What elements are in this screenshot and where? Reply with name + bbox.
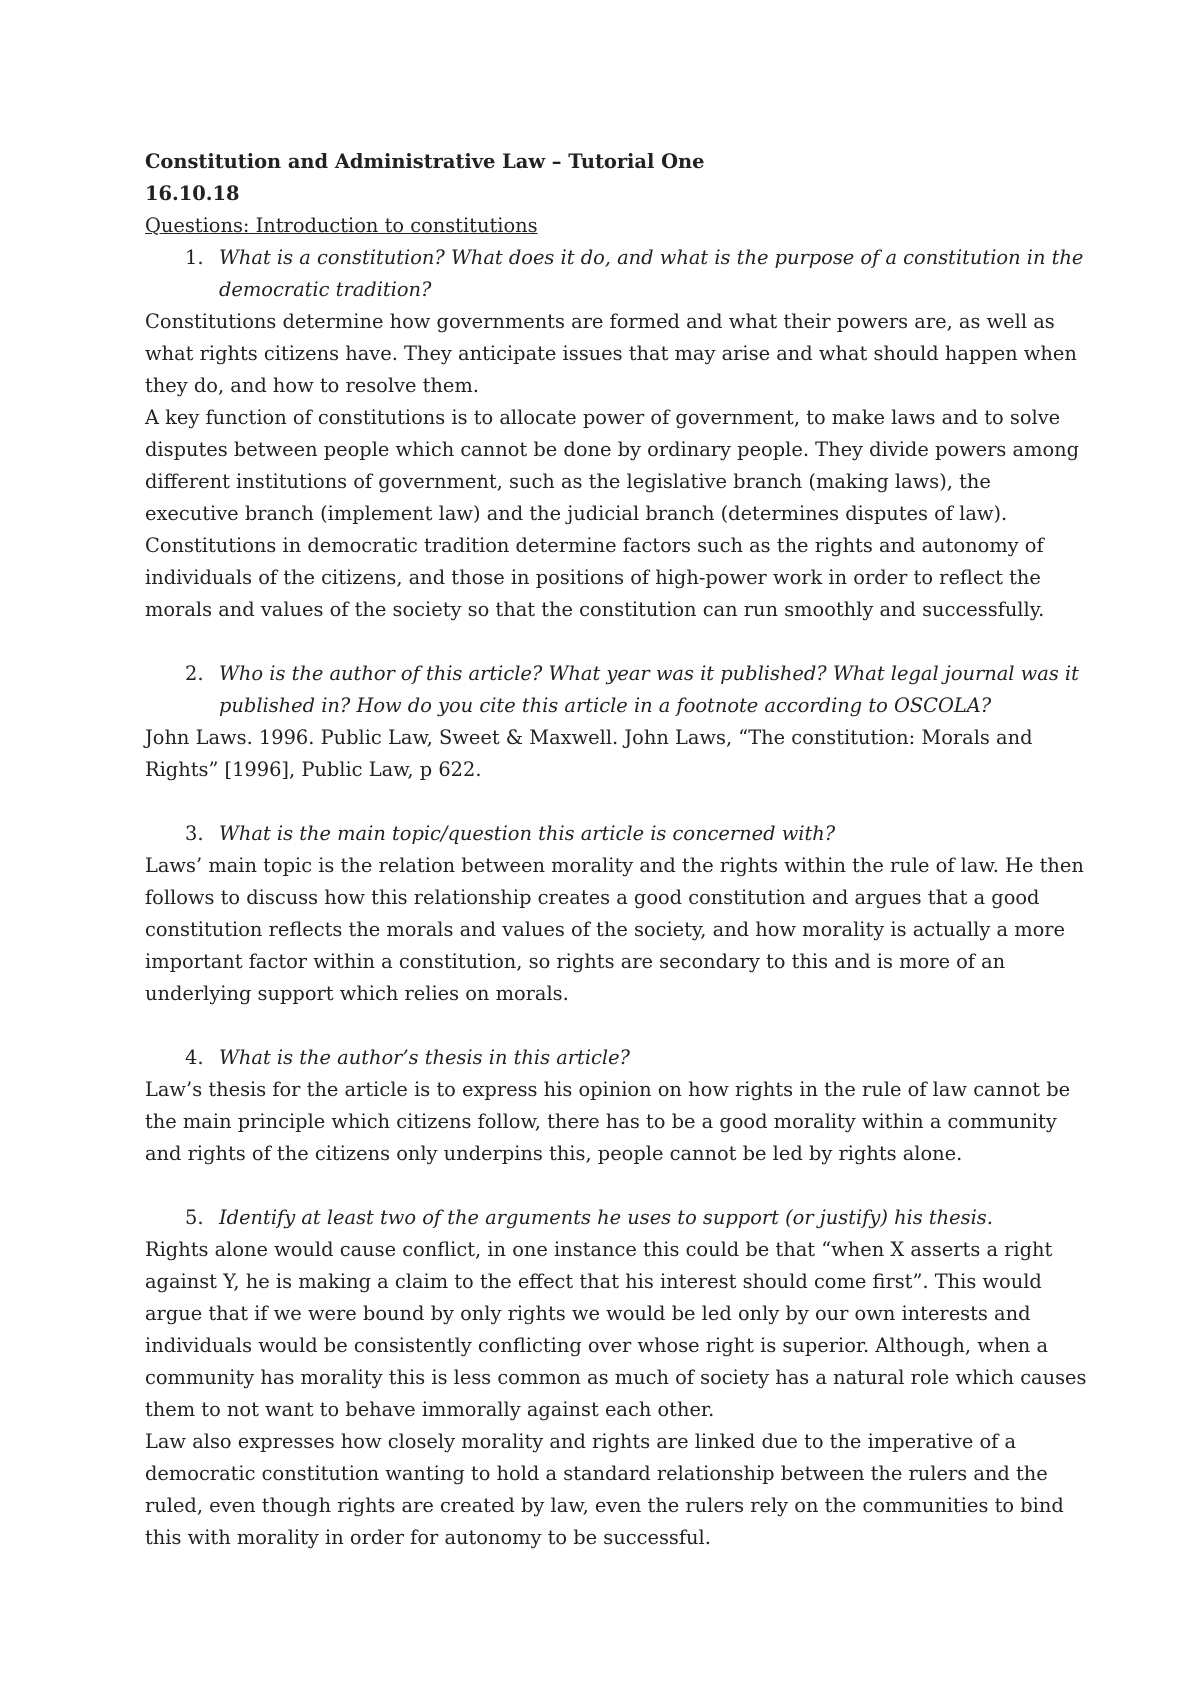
question-text: Identify at least two of the arguments he uses to support (or justify) his thesis. (219, 1206, 993, 1229)
question-3 (145, 818, 1090, 850)
document-title: Constitution and Administrative Law – Tutorial One (145, 150, 705, 173)
question-number: 1. (185, 246, 204, 269)
question-text: Who is the author of this article? What year was it published? What legal journal was it published in? How do you cite this article in a footnote according to OSCOLA? (219, 662, 1079, 717)
answer-paragraph: A key function of constitutions is to allocate power of government, to make laws and to solve disputes between people which cannot be done by ordinary people. They divide powers among different institutions of government, such as the legislative branch (making laws), the executive branch (implement law) and the judicial branch (determines disputes of law). Constitutions in democratic tradition determine factors such as the rights and autonomy of individuals of the citizens, and those in positions of high-power work in order to reflect the morals and values of the society so that the constitution can run smoothly and successfully. (145, 406, 1080, 621)
paragraph-gap (145, 626, 1090, 658)
document-date: 16.10.18 (145, 182, 240, 205)
question-number: 2. (185, 662, 204, 685)
answer-paragraph: Law’s thesis for the article is to express his opinion on how rights in the rule of law cannot be the main principle which citizens follow, there has to be a good morality within a community and rights of the citizens only underpins this, people cannot be led by rights alone. (145, 1078, 1071, 1165)
section-heading: Questions: Introduction to constitutions (145, 214, 538, 237)
answer-paragraph: Rights alone would cause conflict, in one instance this could be that “when X asserts a right against Y, he is making a claim to the effect that his interest should come first”. This would argue that if we were bound by only rights we would be led only by our own interests and individuals would be consistently conflicting over whose right is superior. Although, when a community has morality this is less common as much of society has a natural role which causes them to not want to behave immorally against each other. (145, 1238, 1087, 1421)
question-text: What is the author’s thesis in this article? (219, 1046, 630, 1069)
answer-paragraph: Law also expresses how closely morality and rights are linked due to the imperative of a democratic constitution wanting to hold a standard relationship between the rulers and the ruled, even though rights are created by law, even the rulers rely on the communities to bind this with morality in order for autonomy to be successful. (145, 1430, 1064, 1549)
question-1 (145, 242, 1090, 306)
question-5 (145, 1202, 1090, 1234)
question-text: What is a constitution? What does it do, and what is the purpose of a constitution in the democratic tradition? (219, 246, 1084, 301)
document-page (145, 146, 1090, 1554)
answer-paragraph: Constitutions determine how governments are formed and what their powers are, as well as what rights citizens have. They anticipate issues that may arise and what should happen when they do, and how to resolve them. (145, 310, 1077, 397)
paragraph-gap (145, 1010, 1090, 1042)
question-text: What is the main topic/question this article is concerned with? (219, 822, 836, 845)
answer-paragraph: John Laws. 1996. Public Law, Sweet & Maxwell. John Laws, “The constitution: Morals and Rights” [1996], Public Law, p 622. (145, 726, 1033, 781)
answer-paragraph: Laws’ main topic is the relation between morality and the rights within the rule of law. He then follows to discuss how this relationship creates a good constitution and argues that a good constitution reflects the morals and values of the society, and how morality is actually a more important factor within a constitution, so rights are secondary to this and is more of an underlying support which relies on morals. (145, 854, 1084, 1005)
question-4 (145, 1042, 1090, 1074)
question-number: 4. (185, 1046, 204, 1069)
question-number: 5. (185, 1206, 204, 1229)
question-2 (145, 658, 1090, 722)
paragraph-gap (145, 1170, 1090, 1202)
paragraph-gap (145, 786, 1090, 818)
question-number: 3. (185, 822, 204, 845)
